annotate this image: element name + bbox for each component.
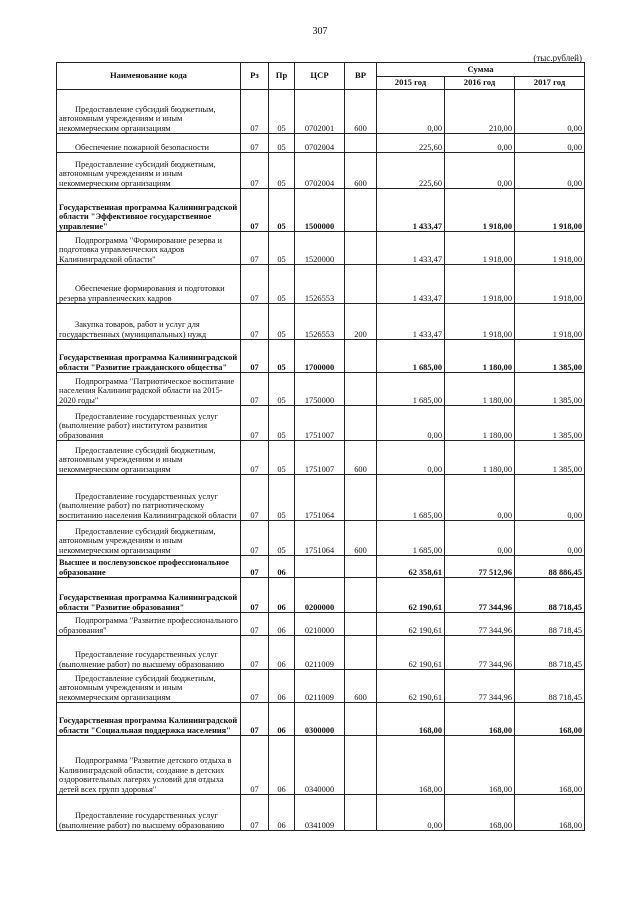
cell-y2016: 1 180,00	[445, 373, 515, 406]
cell-pr: 05	[269, 153, 295, 189]
cell-name: Государственная программа Калининградской области "Социальная поддержка населения"	[57, 703, 241, 736]
cell-rz: 07	[241, 613, 269, 636]
cell-csr: 0702001	[295, 90, 345, 134]
cell-csr: 0340000	[295, 736, 345, 795]
cell-pr: 05	[269, 406, 295, 441]
table-row	[57, 189, 585, 232]
cell-rz: 07	[241, 134, 269, 153]
cell-vr	[345, 795, 377, 831]
cell-y2016: 168,00	[445, 703, 515, 736]
table-row	[57, 153, 585, 189]
cell-name: Предоставление субсидий бюджетным, автономным учреждениям и иным некоммерческим организациям	[57, 441, 241, 475]
cell-y2017: 88 718,45	[515, 578, 585, 613]
table-row	[57, 613, 585, 636]
cell-rz: 07	[241, 304, 269, 340]
cell-name: Предоставление субсидий бюджетным, автономным учреждениям и иным некоммерческим организациям	[57, 90, 241, 134]
cell-vr	[345, 703, 377, 736]
header-sum: Сумма	[377, 63, 585, 77]
cell-y2017: 88 718,45	[515, 613, 585, 636]
cell-pr: 06	[269, 736, 295, 795]
cell-y2015: 0,00	[377, 441, 445, 475]
cell-pr: 06	[269, 703, 295, 736]
cell-csr: 1751007	[295, 441, 345, 475]
table-row	[57, 521, 585, 556]
cell-pr: 05	[269, 373, 295, 406]
cell-y2016: 1 918,00	[445, 304, 515, 340]
cell-y2017: 1 385,00	[515, 441, 585, 475]
cell-pr: 05	[269, 265, 295, 304]
cell-vr	[345, 189, 377, 232]
cell-vr: 600	[345, 521, 377, 556]
table-row	[57, 340, 585, 373]
cell-name: Подпрограмма "Развитие профессионального образования"	[57, 613, 241, 636]
cell-y2015: 0,00	[377, 795, 445, 831]
cell-pr: 05	[269, 521, 295, 556]
cell-y2016: 1 180,00	[445, 406, 515, 441]
units-note: (тыс.рублей)	[533, 53, 582, 63]
cell-csr: 0702004	[295, 153, 345, 189]
table-body	[57, 90, 585, 831]
cell-y2016: 77 512,96	[445, 556, 515, 578]
cell-y2017: 1 385,00	[515, 406, 585, 441]
cell-name: Государственная программа Калининградской области "Развитие гражданского общества"	[57, 340, 241, 373]
table-row	[57, 556, 585, 578]
cell-y2016: 77 344,96	[445, 578, 515, 613]
budget-table	[56, 62, 585, 831]
table-row	[57, 578, 585, 613]
cell-csr: 1526553	[295, 304, 345, 340]
cell-rz: 07	[241, 556, 269, 578]
cell-y2015: 168,00	[377, 736, 445, 795]
cell-y2016: 1 918,00	[445, 189, 515, 232]
cell-y2015: 1 685,00	[377, 373, 445, 406]
cell-rz: 07	[241, 636, 269, 670]
table-row	[57, 636, 585, 670]
cell-y2016: 77 344,96	[445, 613, 515, 636]
cell-name: Закупка товаров, работ и услуг для государственных (муниципальных) нужд	[57, 304, 241, 340]
cell-y2017: 88 718,45	[515, 670, 585, 703]
cell-rz: 07	[241, 373, 269, 406]
cell-name: Высшее и послевузовское профессиональное образование	[57, 556, 241, 578]
cell-pr: 05	[269, 304, 295, 340]
table-row	[57, 232, 585, 265]
cell-y2016: 1 180,00	[445, 441, 515, 475]
cell-y2016: 168,00	[445, 736, 515, 795]
table-row	[57, 90, 585, 134]
cell-rz: 07	[241, 90, 269, 134]
cell-y2015: 168,00	[377, 703, 445, 736]
cell-y2015: 62 190,61	[377, 578, 445, 613]
cell-y2016: 0,00	[445, 134, 515, 153]
cell-rz: 07	[241, 795, 269, 831]
cell-y2015: 1 433,47	[377, 304, 445, 340]
cell-vr: 600	[345, 670, 377, 703]
table-row	[57, 795, 585, 831]
cell-vr	[345, 134, 377, 153]
table-row	[57, 134, 585, 153]
cell-y2017: 1 385,00	[515, 373, 585, 406]
cell-vr: 600	[345, 90, 377, 134]
cell-csr: 0211009	[295, 636, 345, 670]
cell-y2017: 1 918,00	[515, 189, 585, 232]
cell-pr: 05	[269, 189, 295, 232]
cell-csr: 1520000	[295, 232, 345, 265]
cell-y2016: 1 180,00	[445, 340, 515, 373]
cell-y2017: 88 886,45	[515, 556, 585, 578]
cell-name: Предоставление государственных услуг (выполнение работ) по высшему образованию	[57, 795, 241, 831]
cell-y2015: 1 685,00	[377, 521, 445, 556]
cell-vr: 600	[345, 441, 377, 475]
cell-csr: 0702004	[295, 134, 345, 153]
cell-rz: 07	[241, 441, 269, 475]
cell-rz: 07	[241, 232, 269, 265]
cell-y2015: 225,60	[377, 153, 445, 189]
cell-rz: 07	[241, 406, 269, 441]
cell-pr: 05	[269, 340, 295, 373]
cell-y2017: 168,00	[515, 795, 585, 831]
header-vr: ВР	[345, 63, 377, 90]
cell-pr: 06	[269, 578, 295, 613]
cell-vr	[345, 636, 377, 670]
cell-pr: 05	[269, 90, 295, 134]
header-name: Наименование кода	[57, 63, 241, 90]
cell-y2017: 0,00	[515, 134, 585, 153]
header-2015: 2015 год	[377, 77, 445, 90]
cell-vr	[345, 340, 377, 373]
cell-y2015: 0,00	[377, 406, 445, 441]
cell-name: Предоставление государственных услуг (выполнение работ) по патриотическому воспитанию населения Калининградской области	[57, 475, 241, 521]
cell-pr: 06	[269, 613, 295, 636]
cell-csr: 1750000	[295, 373, 345, 406]
cell-y2016: 0,00	[445, 153, 515, 189]
cell-vr: 600	[345, 153, 377, 189]
cell-name: Подпрограмма "Патриотическое воспитание населения Калининградской области на 2015-2020 годы"	[57, 373, 241, 406]
cell-y2016: 77 344,96	[445, 636, 515, 670]
cell-pr: 05	[269, 134, 295, 153]
cell-y2017: 1 918,00	[515, 232, 585, 265]
cell-rz: 07	[241, 670, 269, 703]
header-rz: Рз	[241, 63, 269, 90]
cell-y2015: 0,00	[377, 90, 445, 134]
cell-pr: 05	[269, 232, 295, 265]
table-row	[57, 406, 585, 441]
cell-y2017: 168,00	[515, 703, 585, 736]
cell-pr: 05	[269, 441, 295, 475]
cell-y2015: 62 358,61	[377, 556, 445, 578]
cell-vr	[345, 265, 377, 304]
cell-rz: 07	[241, 153, 269, 189]
cell-csr: 1751064	[295, 521, 345, 556]
cell-rz: 07	[241, 521, 269, 556]
cell-y2016: 0,00	[445, 521, 515, 556]
cell-rz: 07	[241, 703, 269, 736]
cell-name: Предоставление субсидий бюджетным, автономным учреждениям и иным некоммерческим организациям	[57, 670, 241, 703]
cell-y2016: 0,00	[445, 475, 515, 521]
cell-y2017: 1 918,00	[515, 265, 585, 304]
cell-y2016: 1 918,00	[445, 232, 515, 265]
table-row	[57, 441, 585, 475]
cell-pr: 06	[269, 636, 295, 670]
cell-y2016: 77 344,96	[445, 670, 515, 703]
cell-csr: 0210000	[295, 613, 345, 636]
cell-y2017: 1 385,00	[515, 340, 585, 373]
table-row	[57, 265, 585, 304]
cell-vr: 200	[345, 304, 377, 340]
cell-name: Государственная программа Калининградской области "Эффективное государственное управление"	[57, 189, 241, 232]
cell-y2017: 0,00	[515, 521, 585, 556]
cell-y2017: 168,00	[515, 736, 585, 795]
cell-rz: 07	[241, 578, 269, 613]
cell-csr: 0300000	[295, 703, 345, 736]
cell-pr: 06	[269, 670, 295, 703]
header-2017: 2017 год	[515, 77, 585, 90]
cell-y2017: 0,00	[515, 90, 585, 134]
cell-name: Подпрограмма "Развитие детского отдыха в Калининградской области, создание в детских оздоровительных лагерях условий для отдыха детей всех групп здоровья"	[57, 736, 241, 795]
cell-rz: 07	[241, 475, 269, 521]
cell-csr: 0341009	[295, 795, 345, 831]
table-header	[57, 63, 585, 90]
cell-pr: 06	[269, 795, 295, 831]
cell-name: Обеспечение формирования и подготовки резерва управленческих кадров	[57, 265, 241, 304]
cell-y2016: 168,00	[445, 795, 515, 831]
cell-csr: 1526553	[295, 265, 345, 304]
cell-vr	[345, 406, 377, 441]
cell-rz: 07	[241, 189, 269, 232]
cell-y2017: 88 718,45	[515, 636, 585, 670]
cell-vr	[345, 736, 377, 795]
table-row	[57, 736, 585, 795]
table-row	[57, 475, 585, 521]
header-2016: 2016 год	[445, 77, 515, 90]
header-pr: Пр	[269, 63, 295, 90]
cell-pr: 06	[269, 556, 295, 578]
cell-csr: 1751007	[295, 406, 345, 441]
cell-y2015: 1 433,47	[377, 265, 445, 304]
cell-vr	[345, 613, 377, 636]
cell-y2015: 1 433,47	[377, 189, 445, 232]
cell-vr	[345, 373, 377, 406]
cell-y2016: 1 918,00	[445, 265, 515, 304]
cell-y2016: 210,00	[445, 90, 515, 134]
cell-csr: 1751064	[295, 475, 345, 521]
cell-rz: 07	[241, 736, 269, 795]
cell-name: Обеспечение пожарной безопасности	[57, 134, 241, 153]
cell-y2015: 1 685,00	[377, 475, 445, 521]
cell-csr	[295, 556, 345, 578]
cell-vr	[345, 578, 377, 613]
table-row	[57, 703, 585, 736]
cell-y2015: 225,60	[377, 134, 445, 153]
cell-csr: 0200000	[295, 578, 345, 613]
cell-csr: 0211009	[295, 670, 345, 703]
cell-y2017: 0,00	[515, 153, 585, 189]
cell-y2017: 0,00	[515, 475, 585, 521]
cell-name: Подпрограмма "Формирование резерва и подготовка управленческих кадров Калининградской области"	[57, 232, 241, 265]
table-row	[57, 670, 585, 703]
cell-y2017: 1 918,00	[515, 304, 585, 340]
cell-y2015: 1 433,47	[377, 232, 445, 265]
cell-csr: 1500000	[295, 189, 345, 232]
cell-vr	[345, 475, 377, 521]
cell-rz: 07	[241, 340, 269, 373]
page-number: 307	[312, 26, 328, 37]
cell-y2015: 62 190,61	[377, 613, 445, 636]
cell-pr: 05	[269, 475, 295, 521]
header-csr: ЦСР	[295, 63, 345, 90]
table-row	[57, 304, 585, 340]
cell-vr	[345, 556, 377, 578]
cell-name: Государственная программа Калининградской области "Развитие образования"	[57, 578, 241, 613]
cell-name: Предоставление субсидий бюджетным, автономным учреждениям и иным некоммерческим организациям	[57, 521, 241, 556]
cell-name: Предоставление субсидий бюджетным, автономным учреждениям и иным некоммерческим организациям	[57, 153, 241, 189]
table-row	[57, 373, 585, 406]
cell-name: Предоставление государственных услуг (выполнение работ) институтом развития образования	[57, 406, 241, 441]
cell-y2015: 62 190,61	[377, 636, 445, 670]
cell-name: Предоставление государственных услуг (выполнение работ) по высшему образованию	[57, 636, 241, 670]
cell-y2015: 1 685,00	[377, 340, 445, 373]
cell-y2015: 62 190,61	[377, 670, 445, 703]
cell-csr: 1700000	[295, 340, 345, 373]
cell-rz: 07	[241, 265, 269, 304]
cell-vr	[345, 232, 377, 265]
